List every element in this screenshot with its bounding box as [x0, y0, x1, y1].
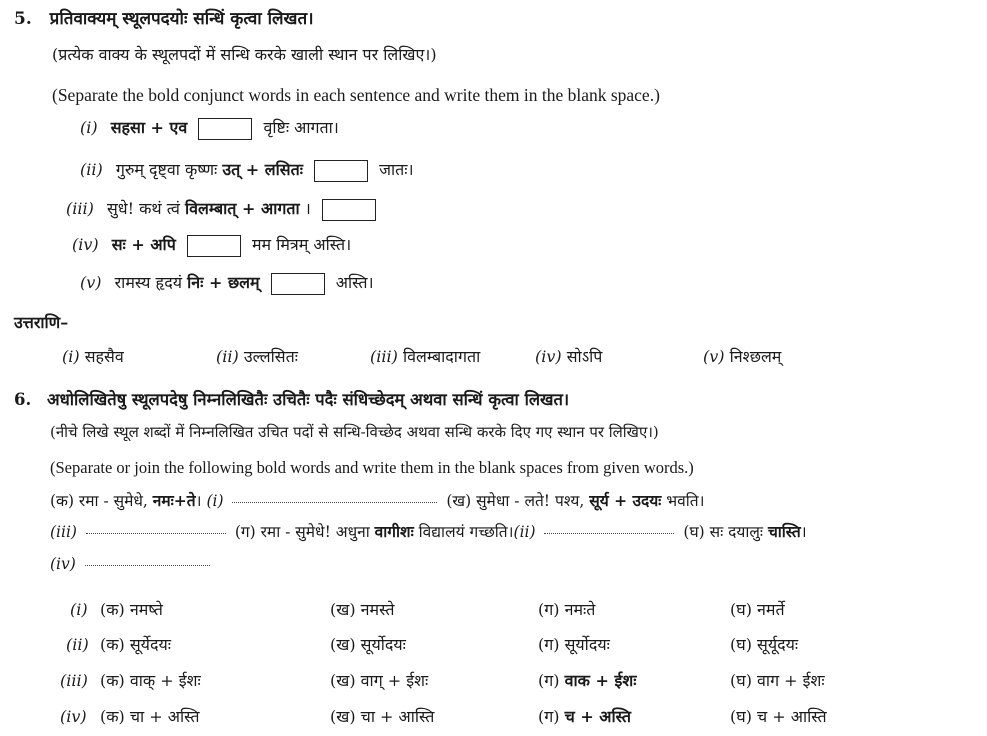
q6-english-instruction: (Separate or join the following bold words and write them in the blank spaces from given words.) [50, 458, 694, 477]
sentence-text: । [304, 199, 311, 218]
q5-answer-2 [216, 346, 298, 368]
sentence-text: जातः। [379, 160, 414, 179]
answer-text: सोऽपि [566, 347, 603, 366]
option-ka[interactable]: (क) वाक् + ईशः [100, 671, 201, 690]
item-number: (i) [80, 118, 98, 137]
item-number: (iv) [72, 235, 99, 254]
option-row-number: (i) [70, 600, 88, 619]
option-kha[interactable]: (ख) चा + आस्ति [330, 707, 435, 726]
passage-text: (ख) सुमेधा - लते! पश्य, [446, 492, 585, 510]
q5-item-2 [80, 159, 414, 182]
passage-text: (ग) रमा - सुमेधे! अधुना [234, 523, 370, 541]
q6-hindi-instruction: (नीचे लिखे स्थूल शब्दों में निम्नलिखित उचित पदों से सन्धि-विच्छेद अथवा सन्धि करके दिए गए स्थान पर लिखिए।) [50, 423, 659, 441]
passage-text: भवति। [666, 492, 705, 510]
passage-text: । [800, 523, 807, 541]
option-row-number: (ii) [66, 635, 89, 654]
q5-heading [14, 8, 314, 30]
answer-blank[interactable] [232, 502, 437, 503]
q5-item-3 [66, 198, 382, 221]
sentence-text: गुरुम् दृष्ट्वा कृष्णः [115, 160, 218, 179]
option-row-number: (iv) [60, 707, 87, 726]
option-ka[interactable]: (क) सूर्येदयः [100, 635, 171, 654]
passage-text: । [195, 492, 202, 510]
option-ga[interactable]: (ग) नमःते [538, 600, 596, 619]
sentence-text: अस्ति। [335, 273, 374, 292]
bold-word: उत् + लसितः [222, 160, 303, 179]
answer-number: (iii) [370, 347, 398, 366]
answer-number: (iv) [535, 347, 562, 366]
q5-answer-4 [535, 346, 602, 368]
answer-blank[interactable] [544, 533, 674, 534]
answer-text: विलम्बादागता [402, 347, 481, 366]
q6-title: अधोलिखितेषु स्थूलपदेषु निम्नलिखितैः उचितैः पदैः संधिच्छेदम् अथवा सन्धिं कृत्वा लिखत। [46, 390, 570, 409]
q6-passage-line-2 [50, 521, 807, 543]
item-number: (v) [80, 273, 102, 292]
bold-word: वागीशः [374, 522, 414, 541]
bold-word: निः + छलम् [187, 273, 260, 292]
q5-item-5 [80, 272, 374, 295]
option-text: वाक + ईशः [564, 671, 637, 690]
answer-blank[interactable] [85, 565, 210, 566]
option-ga[interactable] [538, 670, 636, 692]
q5-item-4 [72, 234, 351, 257]
answer-number: (v) [703, 347, 725, 366]
option-kha[interactable]: (ख) नमस्ते [330, 600, 395, 619]
q5-hindi-instruction: (प्रत्येक वाक्य के स्थूलपदों में सन्धि करके खाली स्थान पर लिखिए।) [52, 45, 437, 64]
option-gha[interactable]: (घ) नमर्ते [730, 600, 785, 619]
answer-text: उल्लसितः [243, 347, 298, 366]
answers-label: उत्तराणि– [14, 313, 69, 332]
option-kha[interactable]: (ख) सूर्योदयः [330, 635, 406, 654]
answer-text: निश्छलम् [729, 347, 782, 366]
blank-number: (iv) [50, 555, 76, 573]
answer-text: सहसैव [84, 347, 124, 366]
option-ga[interactable]: (ग) सूर्योदयः [538, 635, 610, 654]
blank-number: (iii) [50, 523, 77, 541]
q5-title: प्रतिवाक्यम् स्थूलपदयोः सन्धिं कृत्वा लिखत। [49, 9, 314, 29]
bold-word: नमः+ते [152, 491, 196, 510]
blank-number: (i) [206, 492, 224, 510]
item-number: (ii) [80, 160, 103, 179]
item-number: (iii) [66, 199, 94, 218]
option-letter: (ग) [538, 671, 560, 690]
option-gha[interactable]: (घ) च + आस्ति [730, 707, 827, 726]
answer-blank[interactable] [187, 235, 241, 257]
option-text: च + अस्ति [564, 707, 632, 726]
option-ga[interactable] [538, 706, 631, 728]
answer-blank[interactable] [86, 533, 226, 534]
bold-word: सः + अपि [111, 235, 176, 254]
q5-answer-3 [370, 346, 480, 368]
passage-text: (क) रमा - सुमेधे, [50, 492, 148, 510]
q5-item-1 [80, 117, 339, 140]
answer-number: (ii) [216, 347, 239, 366]
option-letter: (ग) [538, 707, 560, 726]
bold-word: सूर्य + उदयः [589, 491, 662, 510]
q5-answer-1 [62, 346, 124, 368]
bold-word: विलम्बात् + आगता [184, 199, 300, 218]
sentence-text: रामस्य हृदयं [114, 273, 183, 292]
option-ka[interactable]: (क) चा + अस्ति [100, 707, 200, 726]
option-ka[interactable]: (क) नमष्ते [100, 600, 163, 619]
q5-answer-5 [703, 346, 781, 368]
bold-word: चास्ति [767, 522, 801, 541]
passage-text: विद्यालयं गच्छति। [418, 523, 514, 541]
sentence-text: सुधे! कथं त्वं [106, 199, 180, 218]
sentence-text: वृष्टिः आगता। [263, 118, 339, 137]
bold-word: सहसा + एव [110, 118, 188, 137]
q5-english-instruction: (Separate the bold conjunct words in each sentence and write them in the blank space.) [52, 85, 660, 105]
option-gha[interactable]: (घ) वाग + ईशः [730, 671, 825, 690]
q6-passage-line-3 [50, 553, 214, 575]
answer-blank[interactable] [271, 273, 325, 295]
q6-heading [14, 389, 569, 411]
option-gha[interactable]: (घ) सूर्यूदयः [730, 635, 799, 654]
answer-blank[interactable] [314, 160, 368, 182]
q6-number: 6. [14, 390, 32, 409]
passage-text: (घ) सः दयालुः [683, 523, 763, 541]
sentence-text: मम मित्रम् अस्ति। [251, 235, 352, 254]
option-kha[interactable]: (ख) वाग् + ईशः [330, 671, 429, 690]
option-row-number: (iii) [60, 671, 88, 690]
answer-blank[interactable] [198, 118, 252, 140]
answer-blank[interactable] [322, 199, 376, 221]
blank-number: (ii) [513, 523, 536, 541]
answer-number: (i) [62, 347, 80, 366]
q5-number: 5. [14, 9, 32, 29]
q6-passage-line-1 [50, 490, 705, 512]
